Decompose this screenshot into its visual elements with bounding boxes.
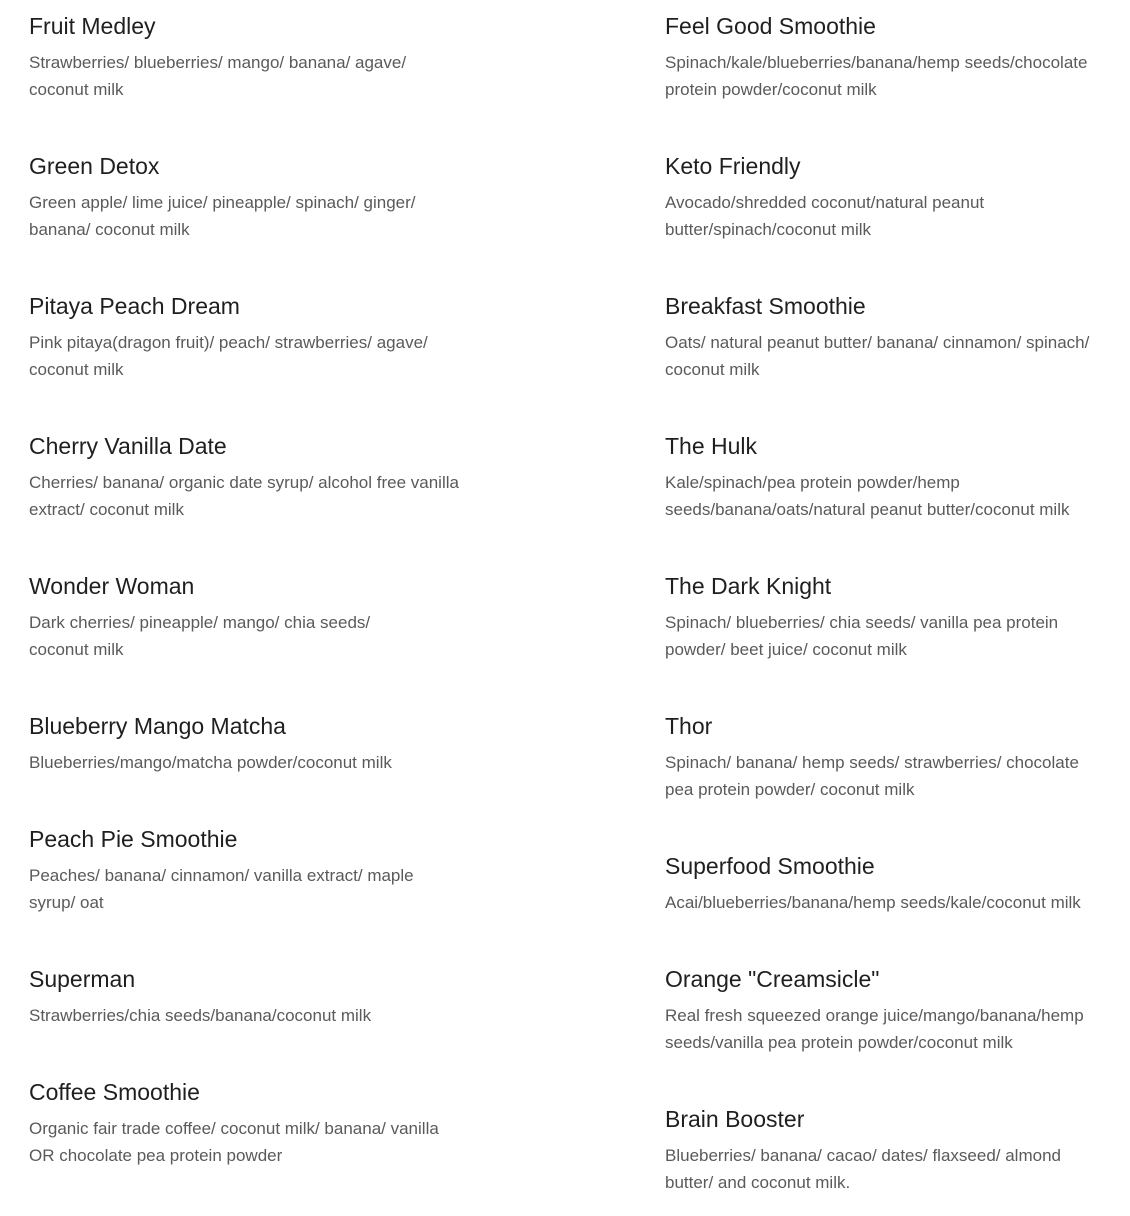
menu-item (29, 813, 469, 912)
menu-item-description: Avocado/shredded coconut/natural peanut butter/spinach/coconut milk (665, 193, 985, 239)
menu-item (665, 700, 1110, 799)
menu-item (665, 420, 1110, 519)
menu-item-description: Cherries/ banana/ organic date syrup/ alcohol free vanilla extract/ coconut milk (29, 473, 459, 519)
menu-item (29, 140, 469, 239)
menu-item (665, 0, 1110, 99)
menu-item (29, 953, 469, 1025)
menu-item-description: Peaches/ banana/ cinnamon/ vanilla extract/ maple syrup/ oat (29, 866, 414, 912)
menu-item-description: Spinach/ banana/ hemp seeds/ strawberries/ chocolate pea protein powder/ coconut milk (665, 753, 1079, 799)
menu-item-description: Green apple/ lime juice/ pineapple/ spinach/ ginger/ banana/ coconut milk (29, 193, 416, 239)
menu-item (665, 953, 1110, 1052)
menu-item-name: The Dark Knight (665, 573, 832, 599)
menu-item-name: Thor (665, 713, 713, 739)
menu-item-name: The Hulk (665, 433, 758, 459)
menu-item-name: Coffee Smoothie (29, 1079, 200, 1105)
menu-item-description: Spinach/kale/blueberries/banana/hemp seeds/chocolate protein powder/coconut milk (665, 53, 1088, 99)
menu-item-description: Spinach/ blueberries/ chia seeds/ vanilla pea protein powder/ beet juice/ coconut milk (665, 613, 1059, 659)
menu-item (29, 560, 469, 659)
menu-item-name: Green Detox (29, 153, 160, 179)
menu-item-description: Organic fair trade coffee/ coconut milk/ banana/ vanilla OR chocolate pea protein powder (29, 1119, 439, 1165)
menu-item (29, 420, 469, 519)
menu-item (29, 280, 469, 379)
menu-item-name: Superfood Smoothie (665, 853, 875, 879)
menu-item-name: Feel Good Smoothie (665, 13, 876, 39)
menu-item-name: Peach Pie Smoothie (29, 826, 238, 852)
menu-item-description: Dark cherries/ pineapple/ mango/ chia seeds/ coconut milk (29, 613, 371, 659)
menu-item (665, 280, 1110, 379)
menu-item-description: Blueberries/mango/matcha powder/coconut milk (29, 753, 392, 772)
menu-item-name: Breakfast Smoothie (665, 293, 866, 319)
menu-item-name: Orange "Creamsicle" (665, 966, 880, 992)
menu-item-name: Keto Friendly (665, 153, 801, 179)
menu-item-description: Kale/spinach/pea protein powder/hemp seeds/banana/oats/natural peanut butter/coconut milk (665, 473, 1070, 519)
menu-item-description: Blueberries/ banana/ cacao/ dates/ flaxseed/ almond butter/ and coconut milk. (665, 1146, 1061, 1192)
menu-item-description: Oats/ natural peanut butter/ banana/ cinnamon/ spinach/ coconut milk (665, 333, 1090, 379)
menu-item-description: Real fresh squeezed orange juice/mango/banana/hemp seeds/vanilla pea protein powder/coconut milk (665, 1006, 1084, 1052)
menu-item-name: Wonder Woman (29, 573, 195, 599)
menu-item (29, 700, 469, 772)
menu-item-name: Superman (29, 966, 136, 992)
menu-item-name: Brain Booster (665, 1106, 805, 1132)
menu-item (29, 1066, 469, 1165)
menu-item (665, 840, 1110, 912)
menu-item-name: Cherry Vanilla Date (29, 433, 227, 459)
menu-item-description: Pink pitaya(dragon fruit)/ peach/ strawberries/ agave/ coconut milk (29, 333, 428, 379)
menu-item (665, 560, 1110, 659)
menu-item (29, 0, 469, 99)
menu-item-name: Fruit Medley (29, 13, 156, 39)
menu-item (665, 1093, 1110, 1192)
menu-item-description: Strawberries/chia seeds/banana/coconut milk (29, 1006, 372, 1025)
menu-item-description: Strawberries/ blueberries/ mango/ banana/ agave/ coconut milk (29, 53, 407, 99)
menu-item (665, 140, 1110, 239)
menu-item-name: Blueberry Mango Matcha (29, 713, 286, 739)
menu-item-description: Acai/blueberries/banana/hemp seeds/kale/coconut milk (665, 893, 1081, 912)
menu-item-name: Pitaya Peach Dream (29, 293, 240, 319)
